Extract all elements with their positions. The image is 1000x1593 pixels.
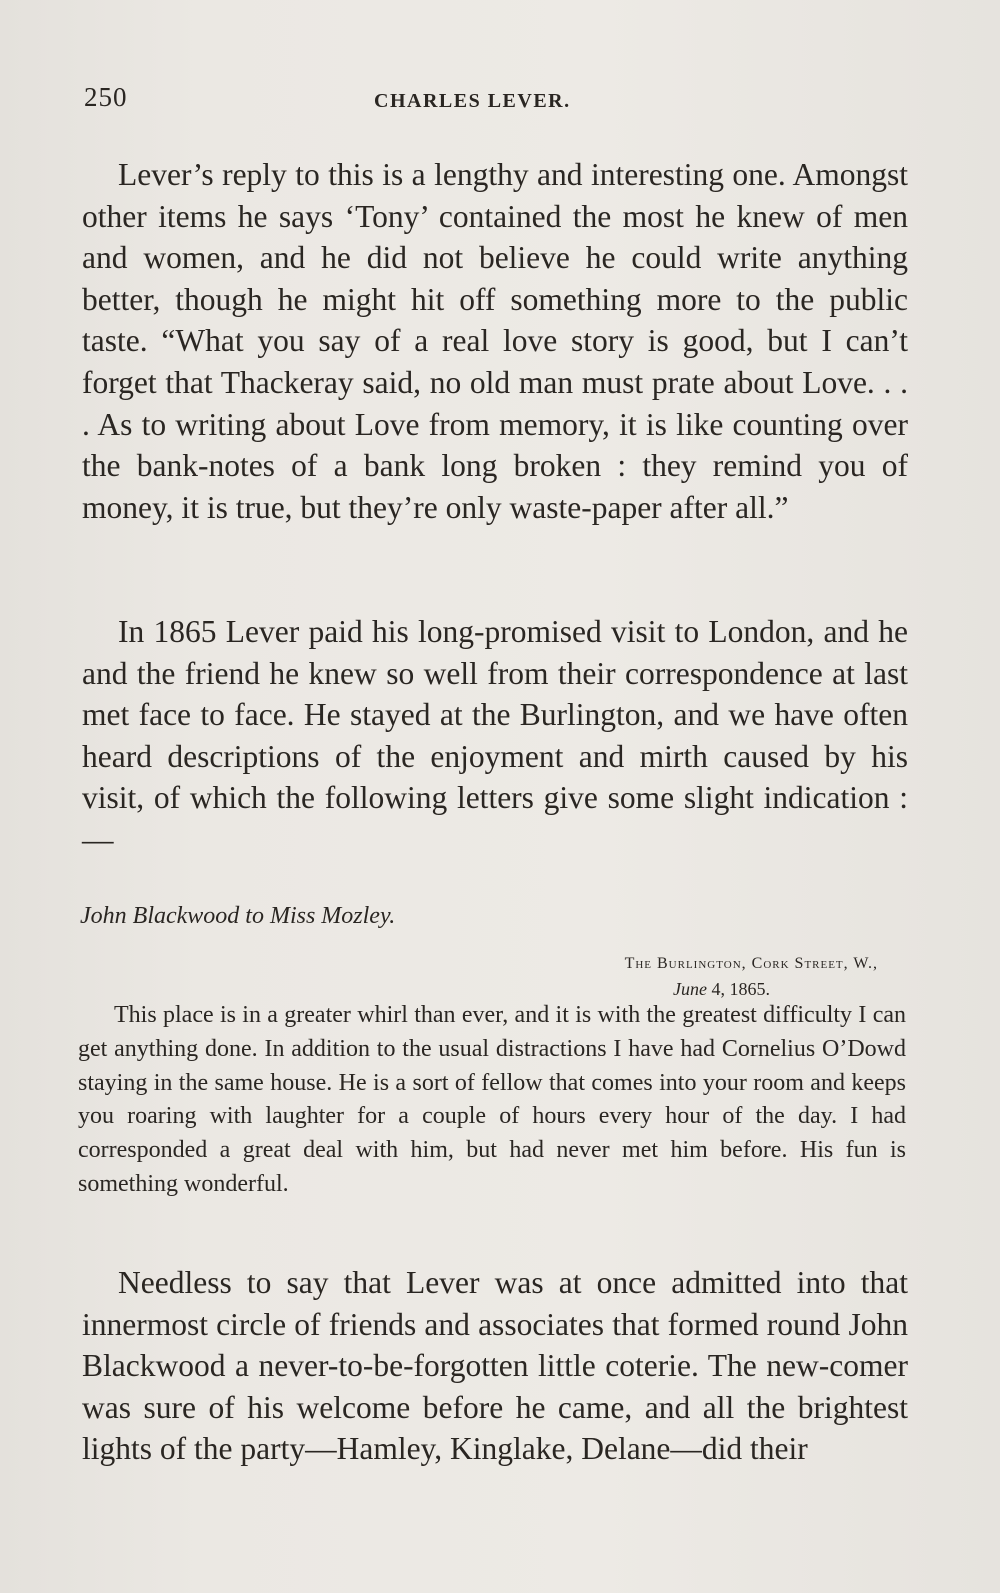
letter-body — [78, 999, 906, 1202]
letter-heading: John Blackwood to Miss Mozley. — [80, 903, 396, 929]
running-title: CHARLES LEVER. — [374, 90, 571, 112]
letter-date-month: June — [673, 979, 707, 999]
letter-text: This place is in a greater whirl than ever, and it is with the greatest difficulty I can get anything done. In addition to the usual distractions I have had Cornelius O’Dowd staying in the same house. He is a sort of fellow that comes into your room and keeps you roaring with laughter for a couple of hours every hour of the day. I had corresponded a great deal with him, but had never met him before. His fun is something wonderful. — [78, 1002, 906, 1197]
paragraph-text: Needless to say that Lever was at once admitted into that innermost circle of friends and associates that formed round John Blackwood a never-to-be-forgotten little coterie. The new-comer was sure of his welcome before he came, and all the brightest lights of the party—Hamley, Kinglake, Delane—did their — [82, 1265, 908, 1467]
paragraph-text: In 1865 Lever paid his long-promised visit to London, and he and the friend he knew so well from their correspondence at last met face to face. He stayed at the Burlington, and we have often heard descriptions of the enjoyment and mirth caused by his visit, of which the following letters give some slight indication :— — [82, 614, 908, 857]
page-header — [84, 82, 904, 122]
paragraph-levers-reply — [82, 154, 908, 528]
paragraph-closing — [82, 1262, 908, 1470]
paragraph-london-visit — [82, 611, 908, 861]
letter-date-rest: 4, 1865. — [711, 979, 770, 999]
paragraph-text: Lever’s reply to this is a lengthy and interesting one. Amongst other items he says ‘Tony’ contained the most he knew of men and women, and he did not believe he could write anything better, though he might hit off something more to the public taste. “What you say of a real love story is good, but I can’t forget that Thackeray said, no old man must prate about Love. . . . As to writing about Love from memory, it is like counting over the bank-notes of a bank long broken : they remind you of money, it is true, but they’re only waste-paper after all.” — [82, 157, 908, 525]
letter-date — [673, 979, 770, 1000]
letter-address: The Burlington, Cork Street, W., — [624, 955, 878, 972]
page-number: 250 — [84, 82, 128, 112]
